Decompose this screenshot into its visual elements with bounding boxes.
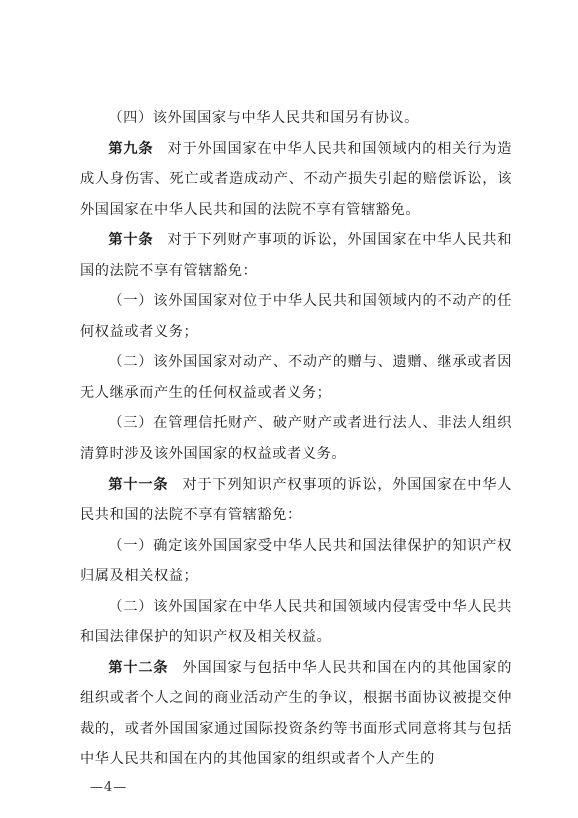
article-10 xyxy=(80,225,512,286)
article-text: 对于外国国家在中华人民共和国领域内的相关行为造成人身伤害、死亡或者造成动产、不动产损失引起的赔偿诉讼，该外国国家在中华人民共和国的法院不享有管辖豁免。 xyxy=(80,140,512,218)
paragraph-text: （四）该外国国家与中华人民共和国另有协议。 xyxy=(108,110,419,126)
article-number: 第十条 xyxy=(108,232,154,249)
paragraph-item-1 xyxy=(80,286,512,347)
paragraph-text: （一）确定该外国国家受中华人民共和国法律保护的知识产权归属及相关权益； xyxy=(80,537,512,585)
article-text: 对于下列知识产权事项的诉讼，外国国家在中华人民共和国的法院不享有管辖豁免： xyxy=(80,476,513,524)
paragraph-item-2 xyxy=(80,347,512,408)
paragraph-text: （二）该外国国家在中华人民共和国领域内侵害受中华人民共和国法律保护的知识产权及相关权益。 xyxy=(80,598,512,646)
paragraph-text: （二）该外国国家对动产、不动产的赠与、遗赠、继承或者因无人继承而产生的任何权益或者义务； xyxy=(80,354,512,401)
article-number: 第十二条 xyxy=(108,659,169,676)
paragraph-text: （三）在管理信托财产、破产财产或者进行法人、非法人组织清算时涉及该外国国家的权益或者义务。 xyxy=(80,415,512,463)
article-number: 第九条 xyxy=(108,140,154,157)
paragraph-item-4 xyxy=(80,103,512,134)
paragraph-item-3 xyxy=(80,408,512,469)
article-12 xyxy=(80,653,512,775)
article-text: 对于下列财产事项的诉讼，外国国家在中华人民共和国的法院不享有管辖豁免： xyxy=(80,232,512,279)
paragraph-text: （一）该外国国家对位于中华人民共和国领域内的不动产的任何权益或者义务； xyxy=(80,293,512,340)
paragraph-item-1 xyxy=(80,531,512,592)
document-body xyxy=(80,103,512,775)
article-11 xyxy=(80,470,512,531)
paragraph-item-2 xyxy=(80,592,512,653)
article-number: 第十一条 xyxy=(108,476,169,493)
page-number: —4— xyxy=(90,780,128,795)
article-9 xyxy=(80,134,512,226)
article-text: 外国国家与包括中华人民共和国在内的其他国家的组织或者个人之间的商业活动产生的争议，根据书面协议被提交仲裁的，或者外国国家通过国际投资条约等书面形式同意将其与包括中华人民共和国在内的其他国家的组织或者个人产生的 xyxy=(80,659,513,768)
